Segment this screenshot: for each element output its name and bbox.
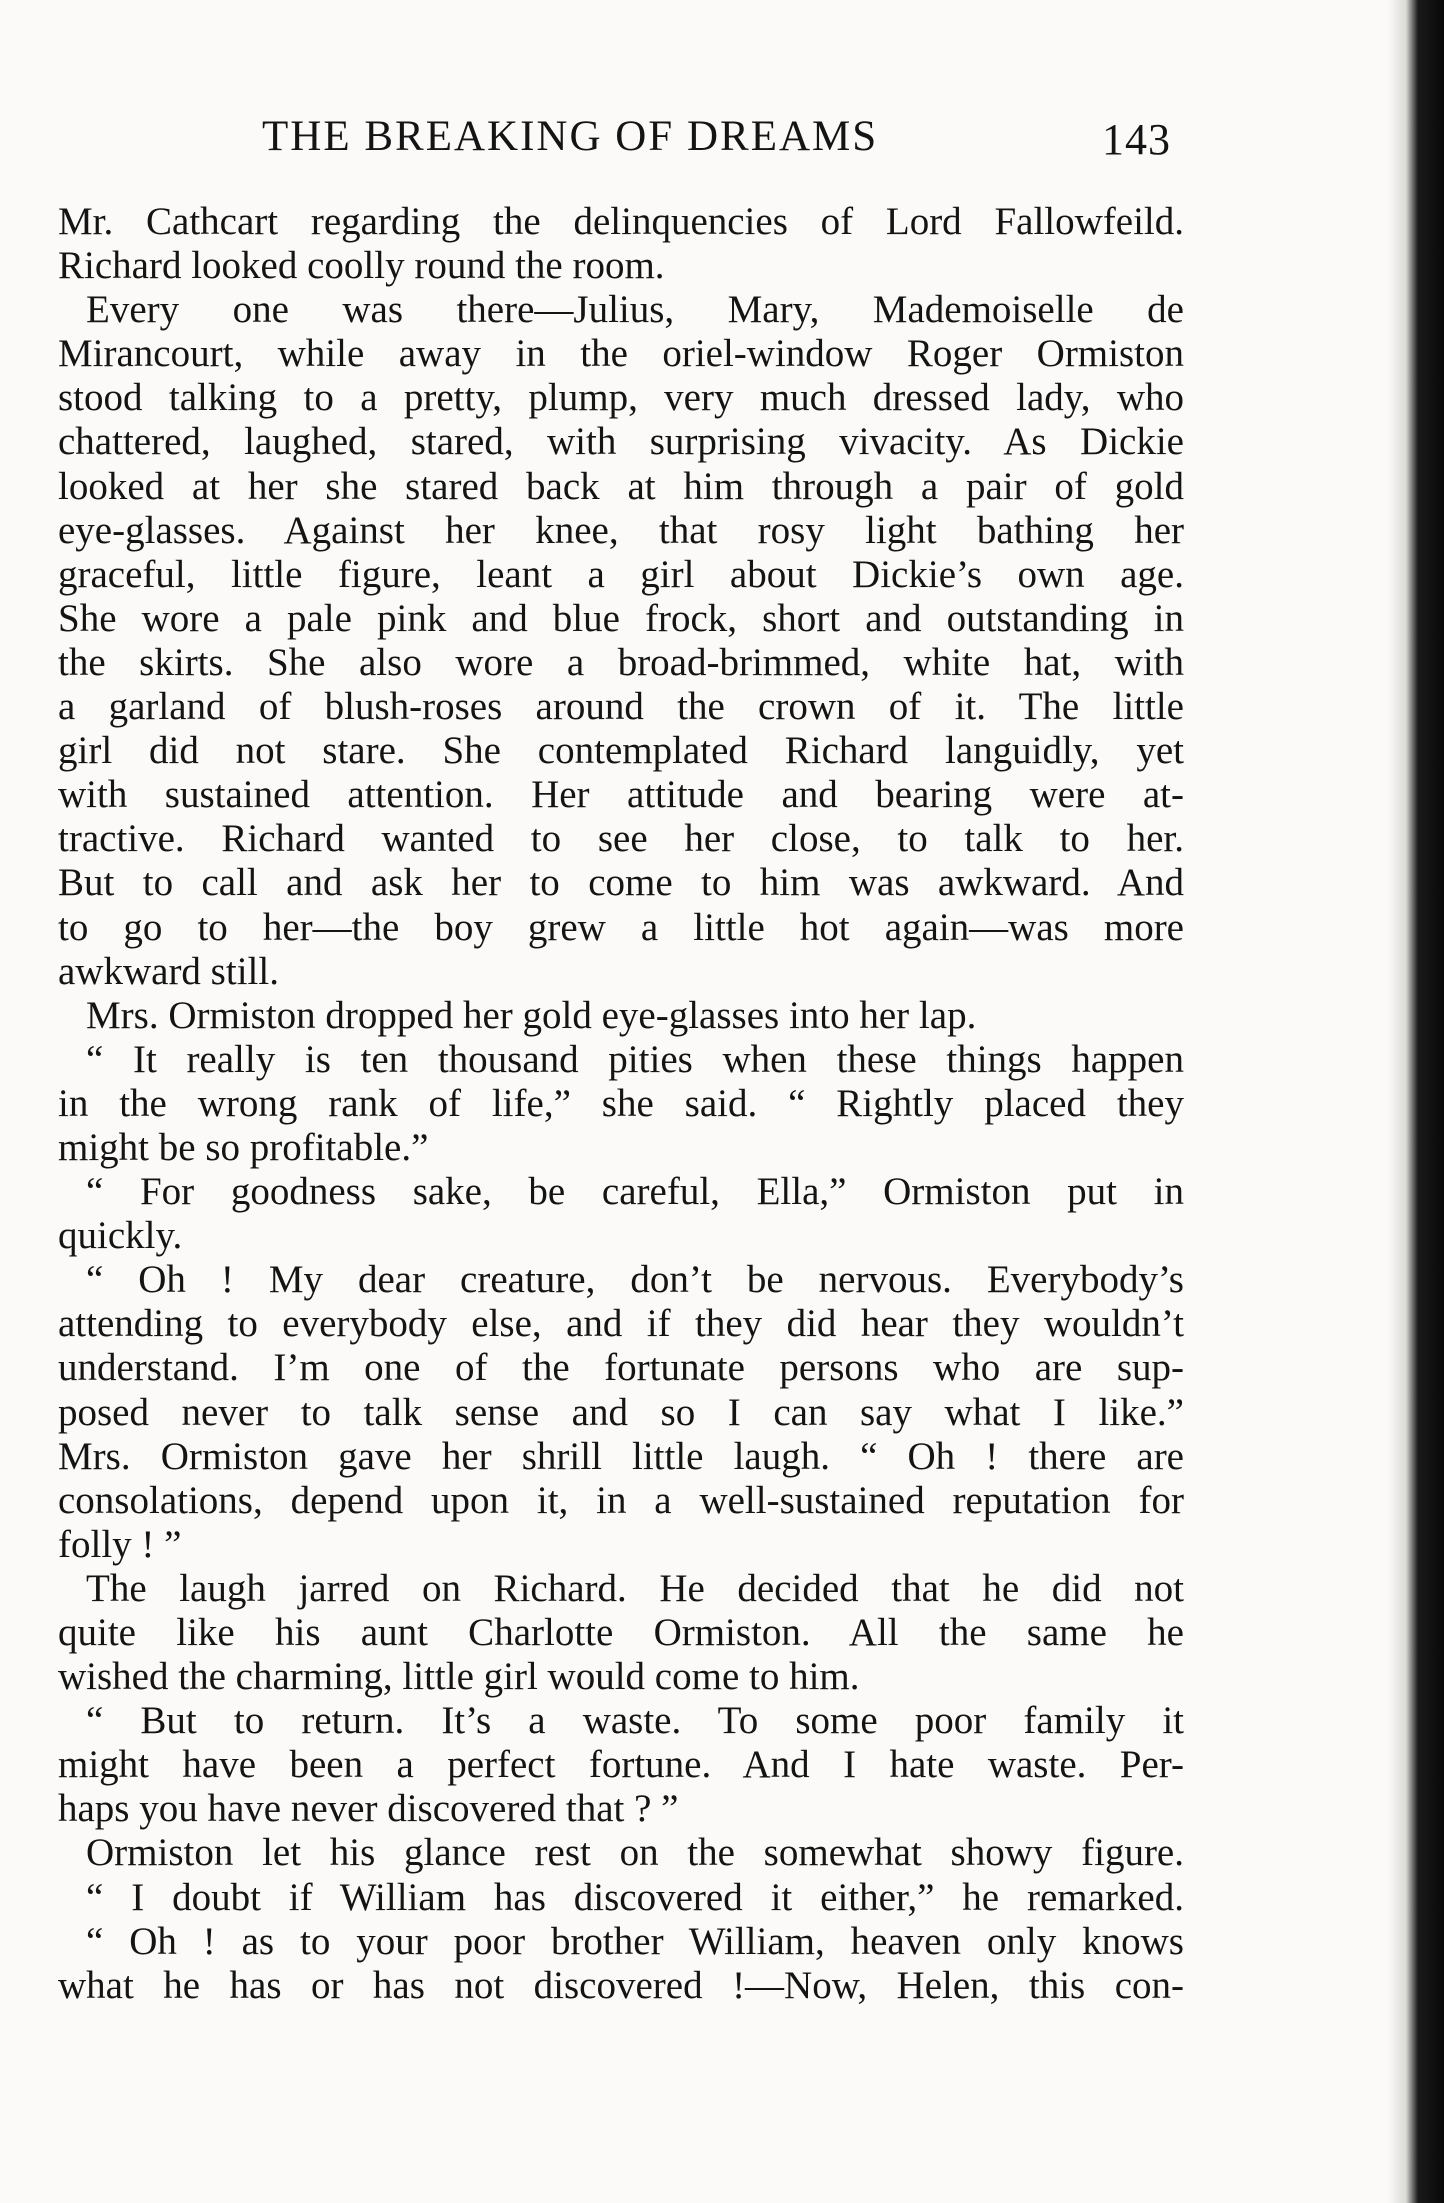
text-line: Ormiston let his glance rest on the somewhat showy figure. — [86, 1831, 1184, 1875]
text-line: “ I doubt if William has discovered it either,” he remarked. — [86, 1875, 1184, 1919]
scan-edge — [1388, 0, 1444, 2203]
text-line: Mrs. Ormiston gave her shrill little laugh. “ Oh ! there are — [58, 1434, 1184, 1478]
text-line: quite like his aunt Charlotte Ormiston. All the same he — [58, 1611, 1184, 1654]
text-line: girl did not stare. She contemplated Richard languidly, yet — [58, 729, 1184, 773]
text-line: in the wrong rank of life,” she said. “ Rightly placed they — [58, 1081, 1184, 1125]
text-line: what he has or has not discovered !—Now, Helen, this con- — [58, 1963, 1184, 2007]
text-line: Every one was there—Julius, Mary, Mademoiselle de — [86, 288, 1184, 332]
text-line: “ It really is ten thousand pities when these things happen — [86, 1037, 1184, 1081]
text-line: consolations, depend upon it, in a well-sustained reputation for — [58, 1478, 1184, 1522]
text-line: with sustained attention. Her attitude and bearing were at- — [58, 773, 1184, 817]
text-line: eye-glasses. Against her knee, that rosy light bathing her — [58, 508, 1184, 552]
text-line: But to call and ask her to come to him was awkward. And — [58, 861, 1184, 905]
text-line: Mrs. Ormiston dropped her gold eye-glasses into her lap. — [86, 993, 977, 1037]
text-line: “ Oh ! My dear creature, don’t be nervous. Everybody’s — [86, 1258, 1184, 1302]
text-line: posed never to talk sense and so I can say what I like.” — [58, 1390, 1184, 1434]
text-line: tractive. Richard wanted to see her close, to talk to her. — [58, 817, 1184, 861]
text-line: Mirancourt, while away in the oriel-window Roger Ormiston — [58, 332, 1184, 376]
text-line: “ For goodness sake, be careful, Ella,” Ormiston put in — [86, 1170, 1184, 1214]
text-line: the skirts. She also wore a broad-brimmed, white hat, with — [58, 640, 1184, 684]
text-line: awkward still. — [58, 949, 279, 993]
running-title: THE BREAKING OF DREAMS — [262, 113, 879, 160]
text-line: might be so profitable.” — [58, 1125, 429, 1169]
body-text — [58, 200, 1184, 2008]
text-line: “ But to return. It’s a waste. To some poor family it — [86, 1699, 1184, 1743]
text-line: attending to everybody else, and if they did hear they wouldn’t — [58, 1302, 1184, 1346]
text-line: stood talking to a pretty, plump, very much dressed lady, who — [58, 376, 1184, 420]
text-line: a garland of blush-roses around the crown of it. The little — [58, 685, 1184, 729]
text-line: The laugh jarred on Richard. He decided that he did not — [86, 1566, 1184, 1610]
text-line: wished the charming, little girl would come to him. — [58, 1655, 860, 1699]
text-line: looked at her she stared back at him through a pair of gold — [58, 464, 1184, 508]
text-line: folly ! ” — [58, 1522, 182, 1566]
text-line: graceful, little figure, leant a girl about Dickie’s own age. — [58, 552, 1184, 596]
text-line: “ Oh ! as to your poor brother William, heaven only knows — [86, 1919, 1184, 1963]
running-header — [262, 112, 1171, 172]
page-number: 143 — [1102, 115, 1171, 164]
text-line: Richard looked coolly round the room. — [58, 244, 665, 288]
text-line: Mr. Cathcart regarding the delinquencies of Lord Fallowfeild. — [58, 200, 1184, 243]
text-line: quickly. — [58, 1214, 183, 1258]
text-line: to go to her—the boy grew a little hot again—was more — [58, 905, 1184, 949]
text-line: She wore a pale pink and blue frock, short and outstanding in — [58, 596, 1184, 640]
text-line: chattered, laughed, stared, with surprising vivacity. As Dickie — [58, 420, 1184, 464]
text-line: understand. I’m one of the fortunate persons who are sup- — [58, 1346, 1184, 1390]
text-line: haps you have never discovered that ? ” — [58, 1787, 679, 1831]
text-line: might have been a perfect fortune. And I hate waste. Per- — [58, 1743, 1184, 1787]
